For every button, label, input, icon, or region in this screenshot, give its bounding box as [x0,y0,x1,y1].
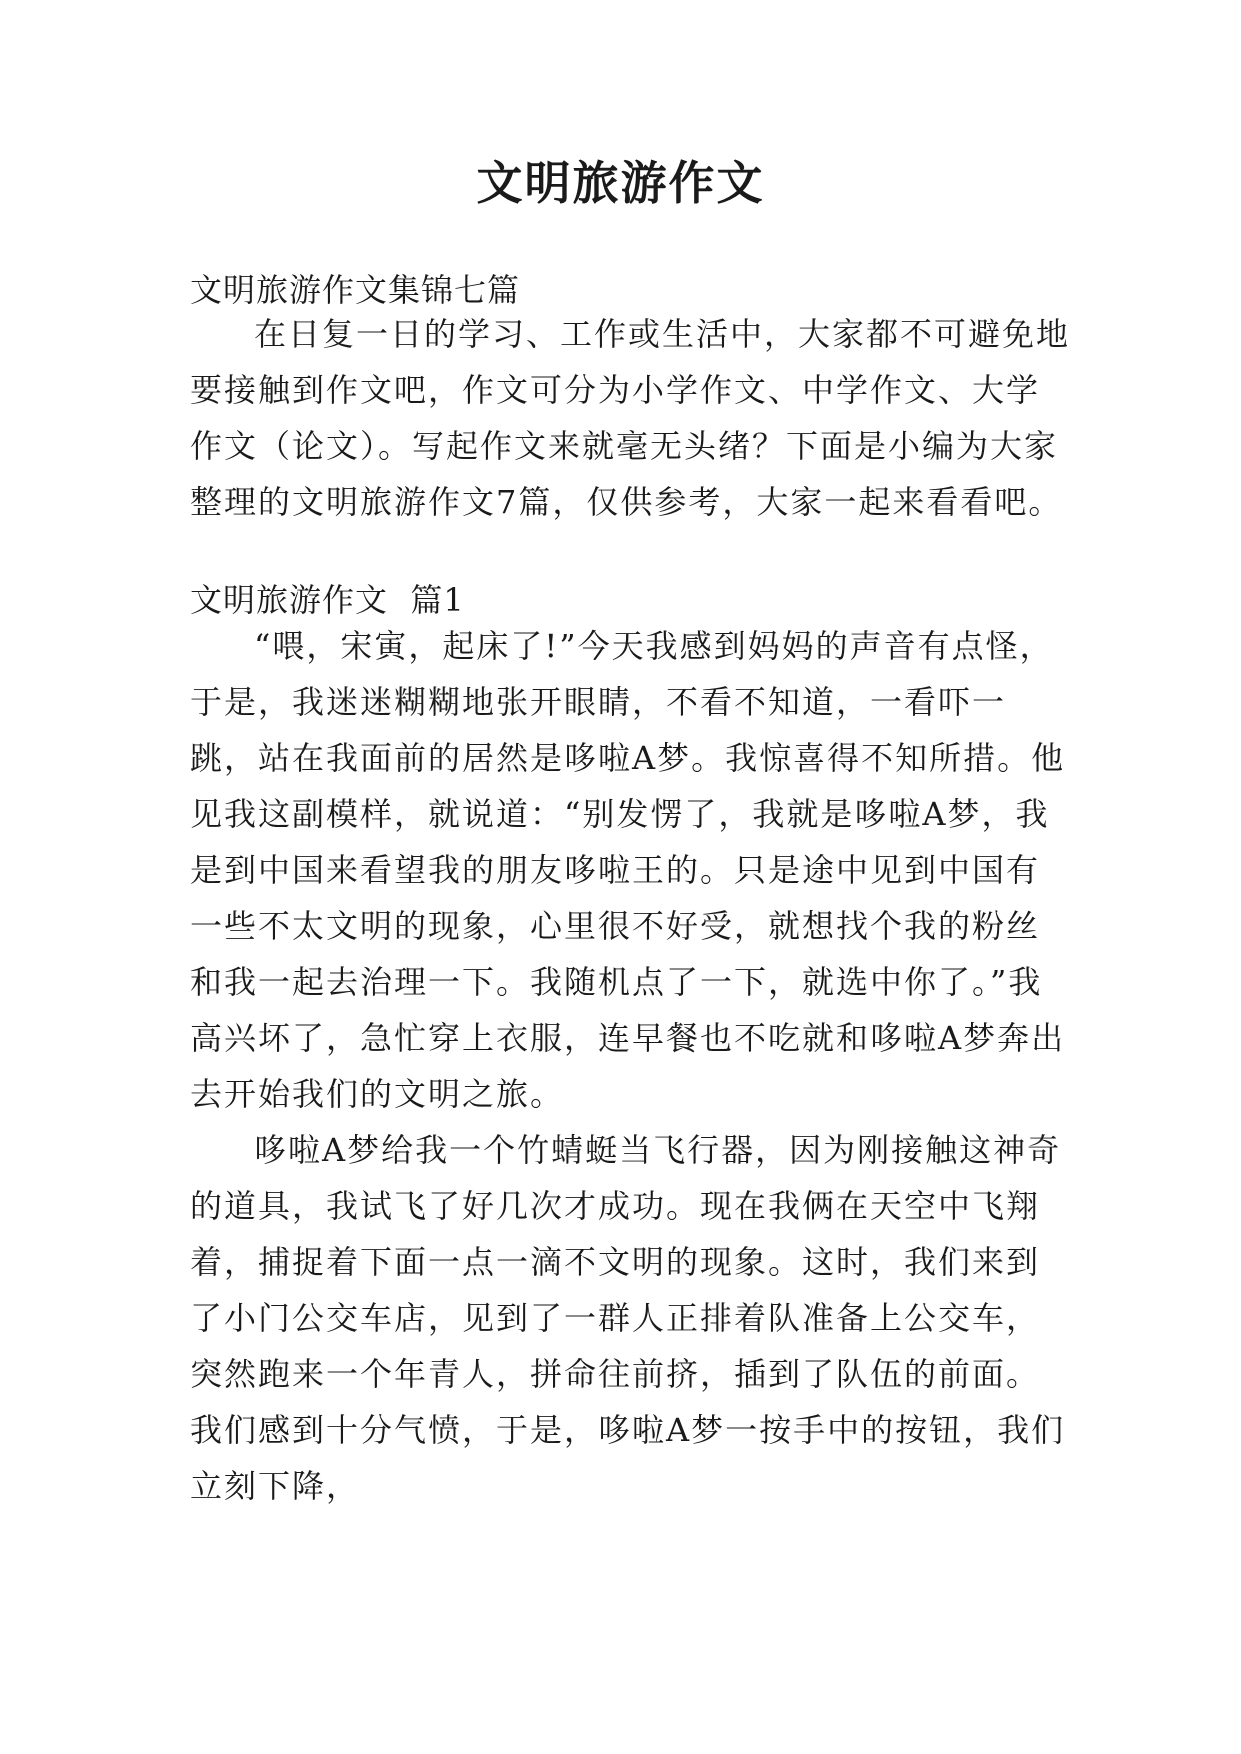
section-heading: 文明旅游作文 篇1 [190,581,465,619]
collection-subtitle: 文明旅游作文集锦七篇 [190,271,521,309]
document-title: 文明旅游作文 [476,156,765,210]
section-body [190,618,1070,1514]
intro-paragraph: 在日复一日的学习、工作或生活中，大家都不可避免地要接触到作文吧，作文可分为小学作文、中学作文、大学作文（论文）。写起作文来就毫无头绪？下面是小编为大家整理的文明旅游作文7篇，仅供参考，大家一起来看看吧。 [190,315,1071,521]
intro-section [190,306,1070,530]
body-paragraph: “喂，宋寅，起床了!”今天我感到妈妈的声音有点怪，于是，我迷迷糊糊地张开眼睛，不看不知道，一看吓一跳，站在我面前的居然是哆啦A梦。我惊喜得不知所措。他见我这副模样，就说道：“别发愣了，我就是哆啦A梦，我是到中国来看望我的朋友哆啦王的。只是途中见到中国有一些不太文明的现象，心里很不好受，就想找个我的粉丝和我一起去治理一下。我随机点了一下，就选中你了。”我高兴坏了，急忙穿上衣服，连早餐也不吃就和哆啦A梦奔出去开始我们的文明之旅。 [190,627,1066,1113]
body-paragraph: 哆啦A梦给我一个竹蜻蜓当飞行器，因为刚接触这神奇的道具，我试飞了好几次才成功。现在我俩在天空中飞翔着，捕捉着下面一点一滴不文明的现象。这时，我们来到了小门公交车店，见到了一群人正排着队准备上公交车，突然跑来一个年青人，拼命往前挤，插到了队伍的前面。我们感到十分气愤，于是，哆啦A梦一按手中的按钮，我们立刻下降， [190,1131,1066,1505]
